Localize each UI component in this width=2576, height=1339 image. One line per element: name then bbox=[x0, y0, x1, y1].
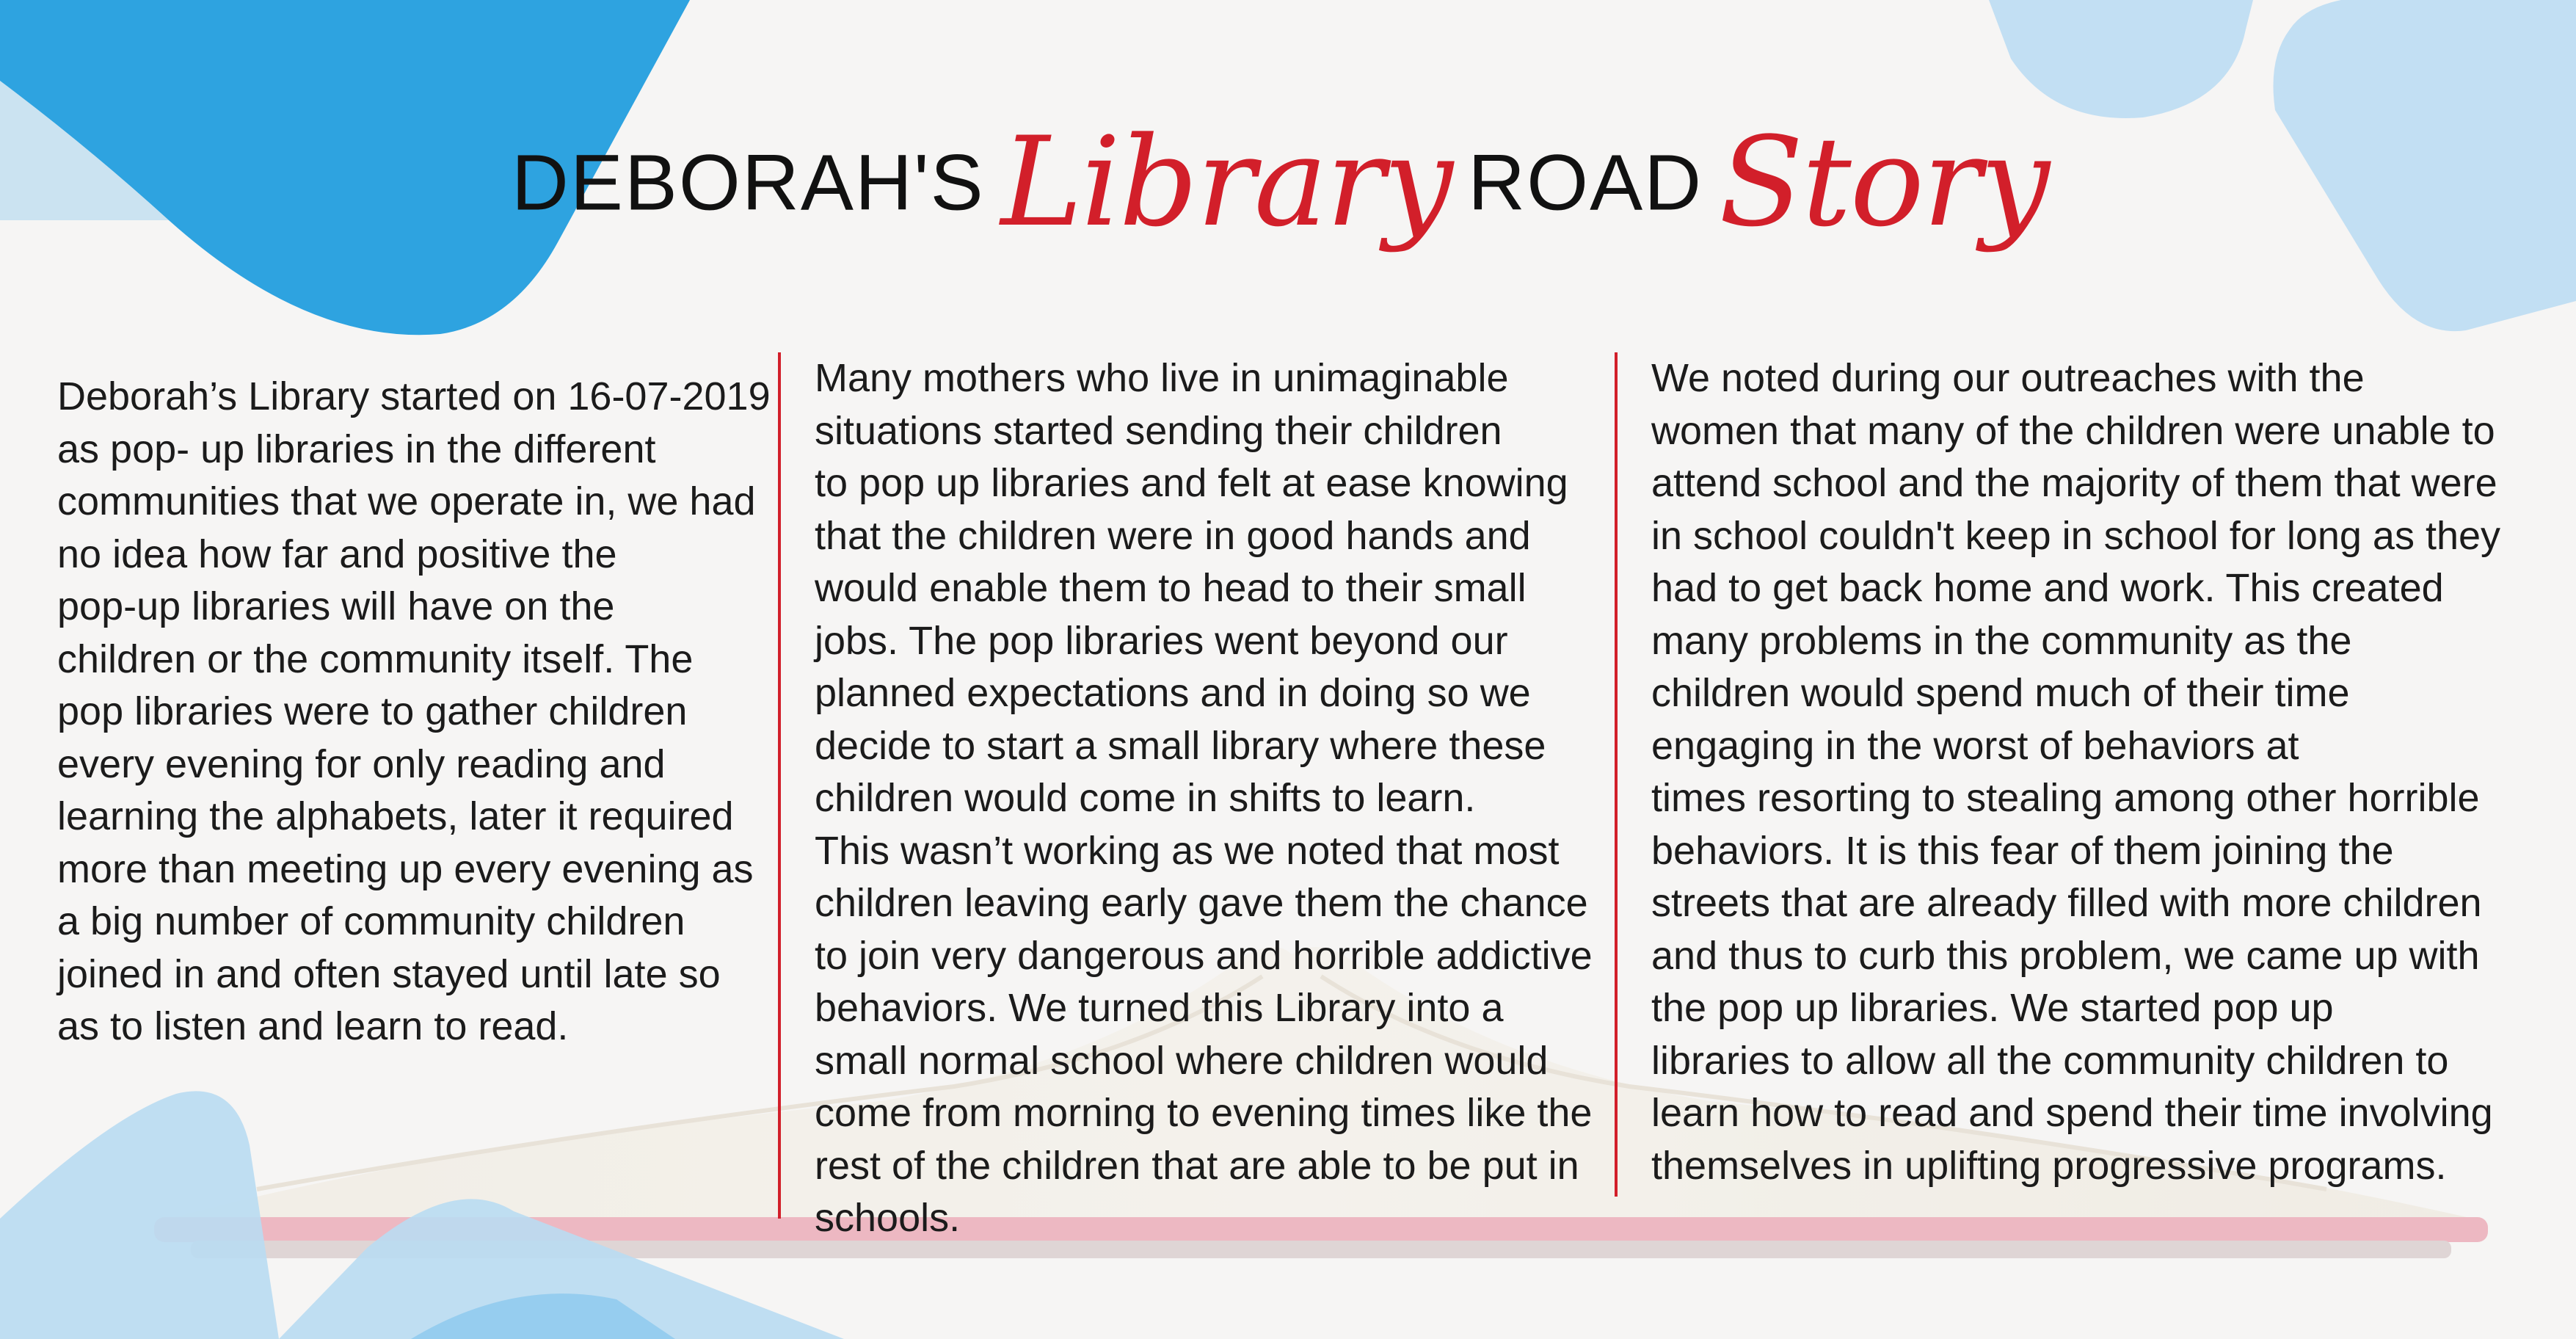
title-part-deborahs: DEBORAH'S bbox=[511, 137, 985, 227]
title-part-story: Story bbox=[1719, 110, 2049, 254]
text-column-1: Deborah’s Library started on 16-07-2019 as pop- up libraries in the different communities that we operate in, we had no idea how far and positive the pop-up libraries will have on the children or the community itself. The pop libraries were to gather children every evening for only reading and learning the alphabets, later it required more than meeting up every evening as a big number of community children joined in and often stayed until late so as to listen and learn to read. bbox=[57, 374, 771, 1048]
title-part-road: ROAD bbox=[1468, 137, 1703, 227]
text-column-2: Many mothers who live in unimaginable situations started sending their children to pop up libraries and felt at ease knowing that the children were in good hands and would enable them to head to their small jobs. The pop libraries went beyond our planned expectations and in doing so we decide to start a small library where these children would come in shifts to learn. This wasn’t working as we noted that most children leaving early gave them the chance to join very dangerous and horrible addictive behaviors. We turned this Library into a small normal school where children would come from morning to evening times like the rest of the children that are able to be put in schools. bbox=[815, 356, 1593, 1240]
bottom-left-blue-shape-1 bbox=[0, 1091, 279, 1339]
title-part-library: Library bbox=[1000, 110, 1452, 254]
page-title bbox=[0, 110, 2576, 254]
top-right-blue-shape-1 bbox=[1989, 0, 2253, 118]
column-divider-1 bbox=[778, 352, 781, 1219]
text-column-3: We noted during our outreaches with the women that many of the children were unable to attend school and the majority of them that were in school couldn't keep in school for long as they had to get back home and work. This created many problems in the community as the children would spend much of their time engaging in the worst of behaviors at times resorting to stealing among other horrible behaviors. It is this fear of them joining the streets that are already filled with more children and thus to curb this problem, we came up with the pop up libraries. We started pop up libraries to allow all the community children to learn how to read and spend their time involving themselves in uplifting progressive programs. bbox=[1651, 356, 2501, 1188]
column-divider-2 bbox=[1615, 352, 1618, 1197]
